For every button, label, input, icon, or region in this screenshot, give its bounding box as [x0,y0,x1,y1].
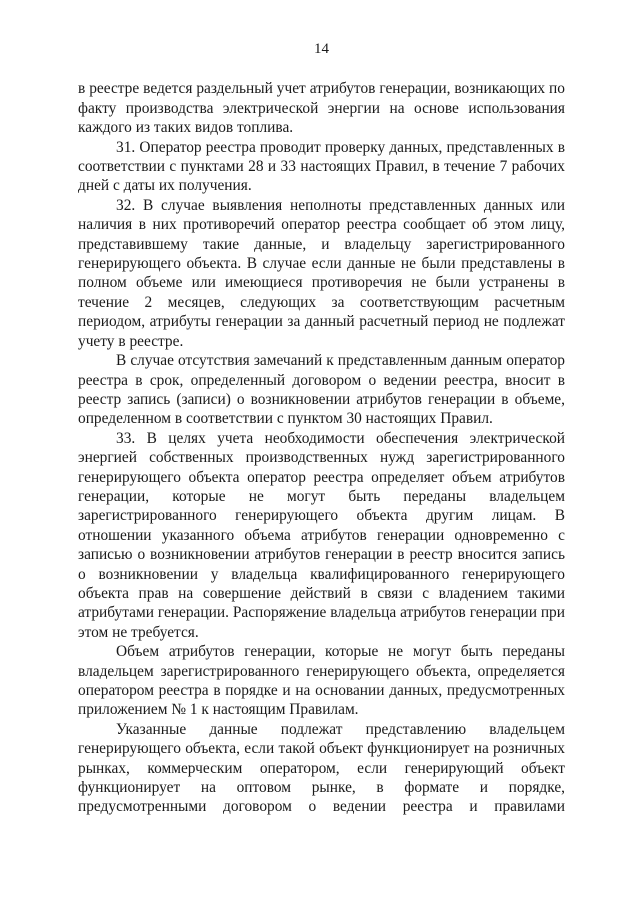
page-number: 14 [314,41,329,57]
paragraph-33-volume: Объем атрибутов генерации, которые не могут быть переданы владельцем зарегистрированного генерирующего объекта, определяется оператором реестра в порядке и на основании данных, предусмотренных приложением № 1 к настоящим Правилам. [78,643,565,719]
paragraph-33-data: Указанные данные подлежат представлению владельцем генерирующего объекта, если такой объект функционирует на розничных рынках, коммерческим оператором, если генерирующий объект функционирует на оптовом рынке, в формате и порядке, предусмотренными договором о ведении реестра и правилами [78,720,565,816]
paragraph-32-continued: В случае отсутствия замечаний к представленным данным оператор реестра в срок, определенный договором о ведении реестра, вносит в реестр запись (записи) о возникновении атрибутов генерации в объеме, определенном в соответствии с пунктом 30 настоящих Правил. [78,352,565,428]
document-page [78,40,565,817]
paragraph-31: 31. Оператор реестра проводит проверку данных, представленных в соответствии с пунктами 28 и 33 настоящих Правил, в течение 7 рабочих дней с даты их получения. [78,138,565,195]
paragraph-continuation: в реестре ведется раздельный учет атрибутов генерации, возникающих по факту производства электрической энергии на основе использования каждого из таких видов топлива. [78,80,565,137]
paragraph-32: 32. В случае выявления неполноты представленных данных или наличия в них противоречий оператор реестра сообщает об этом лицу, представившему такие данные, и владельцу зарегистрированного генерирующего объекта. В случае если данные не были представлены в полном объеме или имеющиеся противоречия не были устранены в течение 2 месяцев, следующих за соответствующим расчетным периодом, атрибуты генерации за данный расчетный период не подлежат учету в реестре. [78,196,565,350]
paragraph-33: 33. В целях учета необходимости обеспечения электрической энергией собственных производственных нужд зарегистрированного генерирующего объекта оператор реестра определяет объем атрибутов генерации, которые не могут быть переданы владельцем зарегистрированного генерирующего объекта другим лицам. В отношении указанного объема атрибутов генерации одновременно с записью о возникновении атрибутов генерации в реестр вносится запись о возникновении у владельца квалифицированного генерирующего объекта прав на совершение действий в связи с владением такими атрибутами генерации. Распоряжение владельца атрибутов генерации при этом не требуется. [78,429,565,641]
